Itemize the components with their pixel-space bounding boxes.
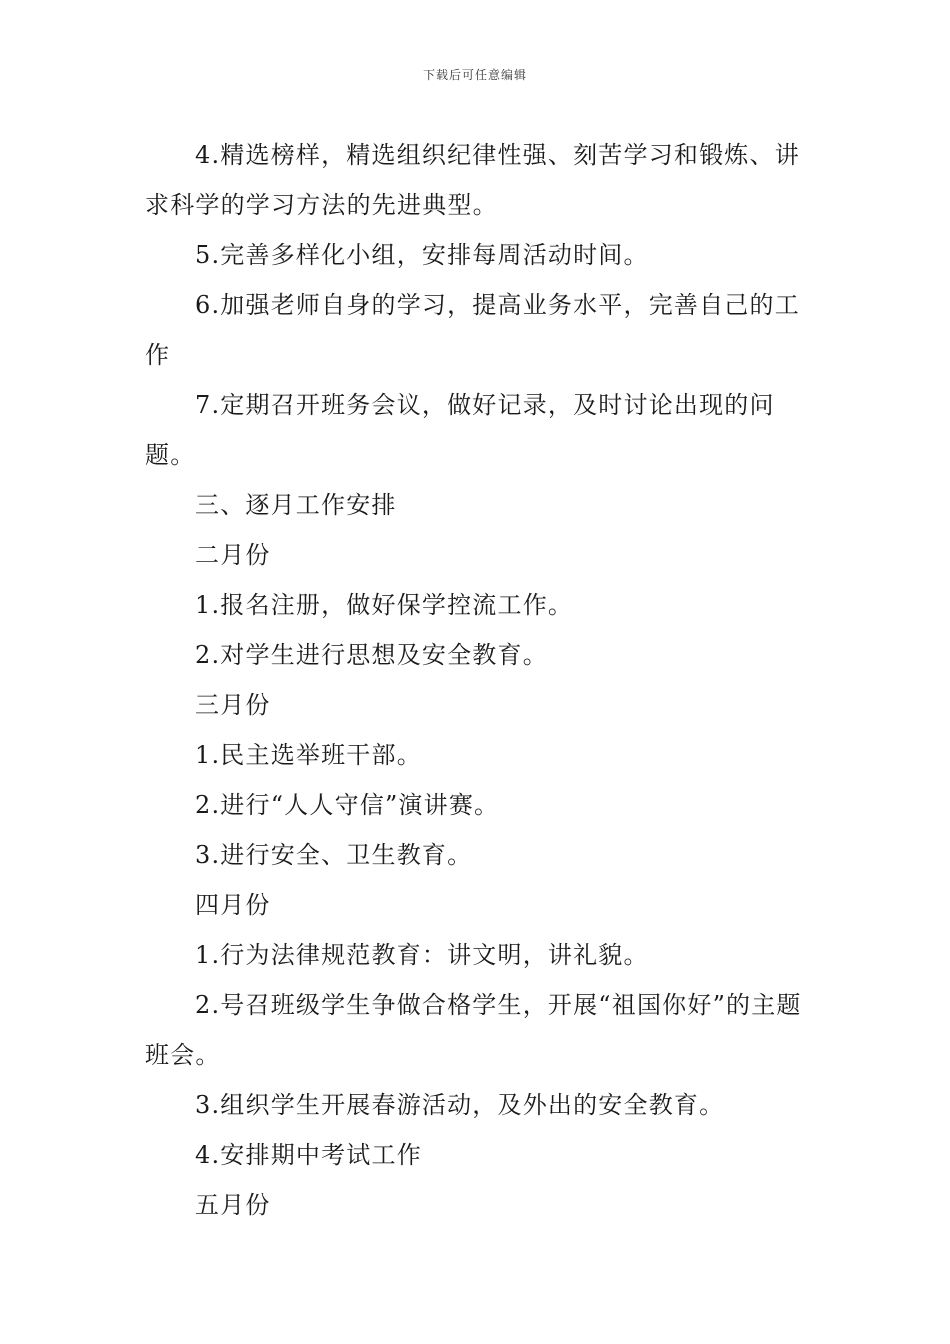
paragraph-item-5: 5.完善多样化小组，安排每周活动时间。 xyxy=(195,241,649,269)
section-heading-monthly-plan: 三、逐月工作安排 xyxy=(195,491,397,519)
paragraph-item-7: 7.定期召开班务会议，做好记录，及时讨论出现的问题。 xyxy=(145,391,775,469)
april-item-3: 3.组织学生开展春游活动，及外出的安全教育。 xyxy=(195,1091,725,1119)
month-heading-february: 二月份 xyxy=(195,541,271,569)
march-item-2: 2.进行“人人守信”演讲赛。 xyxy=(195,791,500,819)
february-item-1: 1.报名注册，做好保学控流工作。 xyxy=(195,591,574,619)
february-item-2: 2.对学生进行思想及安全教育。 xyxy=(195,641,548,669)
paragraph-item-6: 6.加强老师自身的学习，提高业务水平，完善自己的工作 xyxy=(145,291,800,369)
april-item-2: 2.号召班级学生争做合格学生，开展“祖国你好”的主题班会。 xyxy=(145,991,802,1069)
header-note: 下载后可任意编辑 xyxy=(422,68,527,82)
april-item-4: 4.安排期中考试工作 xyxy=(195,1141,422,1169)
month-heading-march: 三月份 xyxy=(195,691,271,719)
march-item-3: 3.进行安全、卫生教育。 xyxy=(195,841,473,869)
paragraph-item-4: 4.精选榜样，精选组织纪律性强、刻苦学习和锻炼、讲求科学的学习方法的先进典型。 xyxy=(145,141,800,219)
month-heading-april: 四月份 xyxy=(195,891,271,919)
document-body xyxy=(145,130,815,1230)
march-item-1: 1.民主选举班干部。 xyxy=(195,741,422,769)
april-item-1: 1.行为法律规范教育：讲文明，讲礼貌。 xyxy=(195,941,649,969)
month-heading-may: 五月份 xyxy=(195,1191,271,1219)
